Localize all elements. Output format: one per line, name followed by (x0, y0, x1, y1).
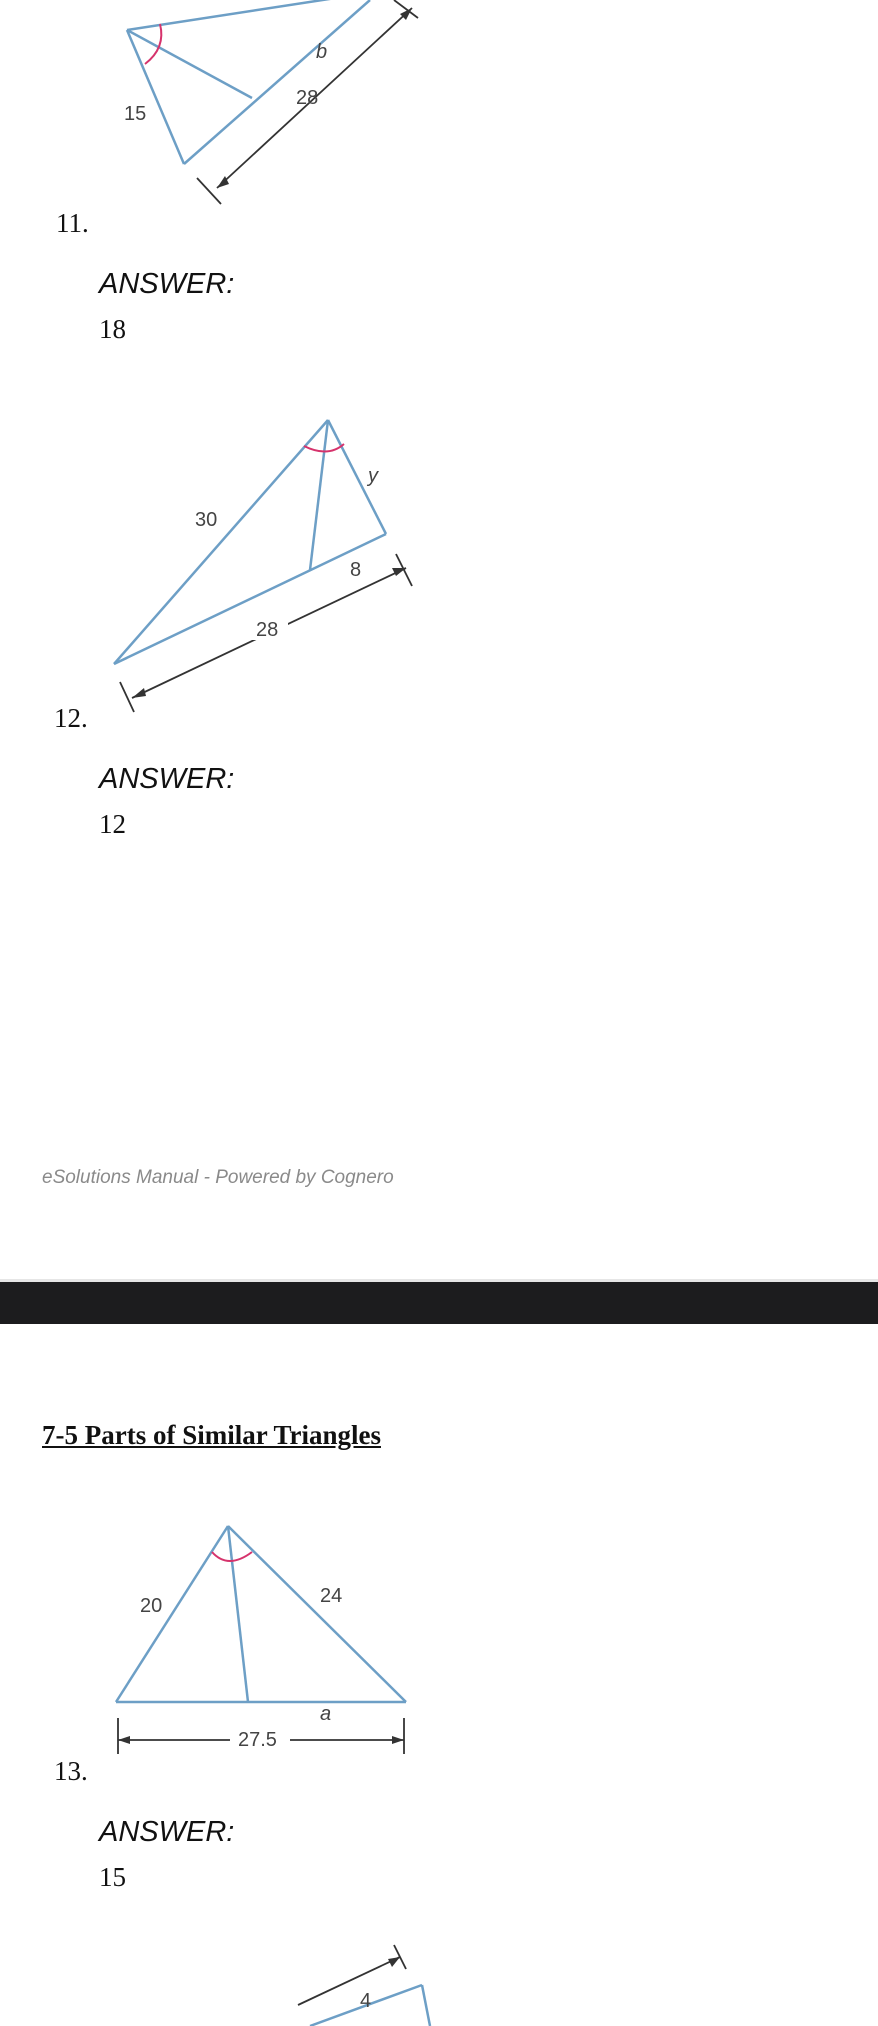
problem-12-answer-label: ANSWER: (99, 763, 235, 795)
label-24: 24 (320, 1585, 343, 1607)
figure-problem-14 (290, 1935, 470, 2026)
problem-13-number: 13. (54, 1756, 88, 1786)
page-footer: eSolutions Manual - Powered by Cognero (42, 1167, 394, 1188)
problem-11-answer-label: ANSWER: (99, 268, 235, 300)
label-20: 20 (140, 1595, 163, 1617)
label-a: a (320, 1703, 332, 1725)
figure-problem-12 (100, 400, 430, 720)
label-27-5: 27.5 (238, 1729, 277, 1751)
label-30: 30 (195, 509, 218, 531)
problem-12-number: 12. (54, 703, 88, 733)
problem-11-answer: 18 (99, 314, 126, 344)
section-title: 7-5 Parts of Similar Triangles (42, 1420, 381, 1450)
label-8: 8 (350, 559, 362, 581)
page-break-band (0, 1282, 878, 1324)
label-28: 28 (296, 87, 319, 109)
label-28-base: 28 (256, 619, 279, 641)
problem-11-number: 11. (56, 208, 89, 238)
label-15: 15 (124, 103, 147, 125)
problem-13-answer-label: ANSWER: (99, 1816, 235, 1848)
label-b: b (316, 41, 328, 63)
label-4: 4 (360, 1990, 372, 2012)
label-y: y (368, 465, 378, 487)
figure-problem-11 (100, 0, 440, 235)
figure-problem-13 (100, 1508, 440, 1788)
problem-13-answer: 15 (99, 1862, 126, 1892)
problem-12-answer: 12 (99, 809, 126, 839)
